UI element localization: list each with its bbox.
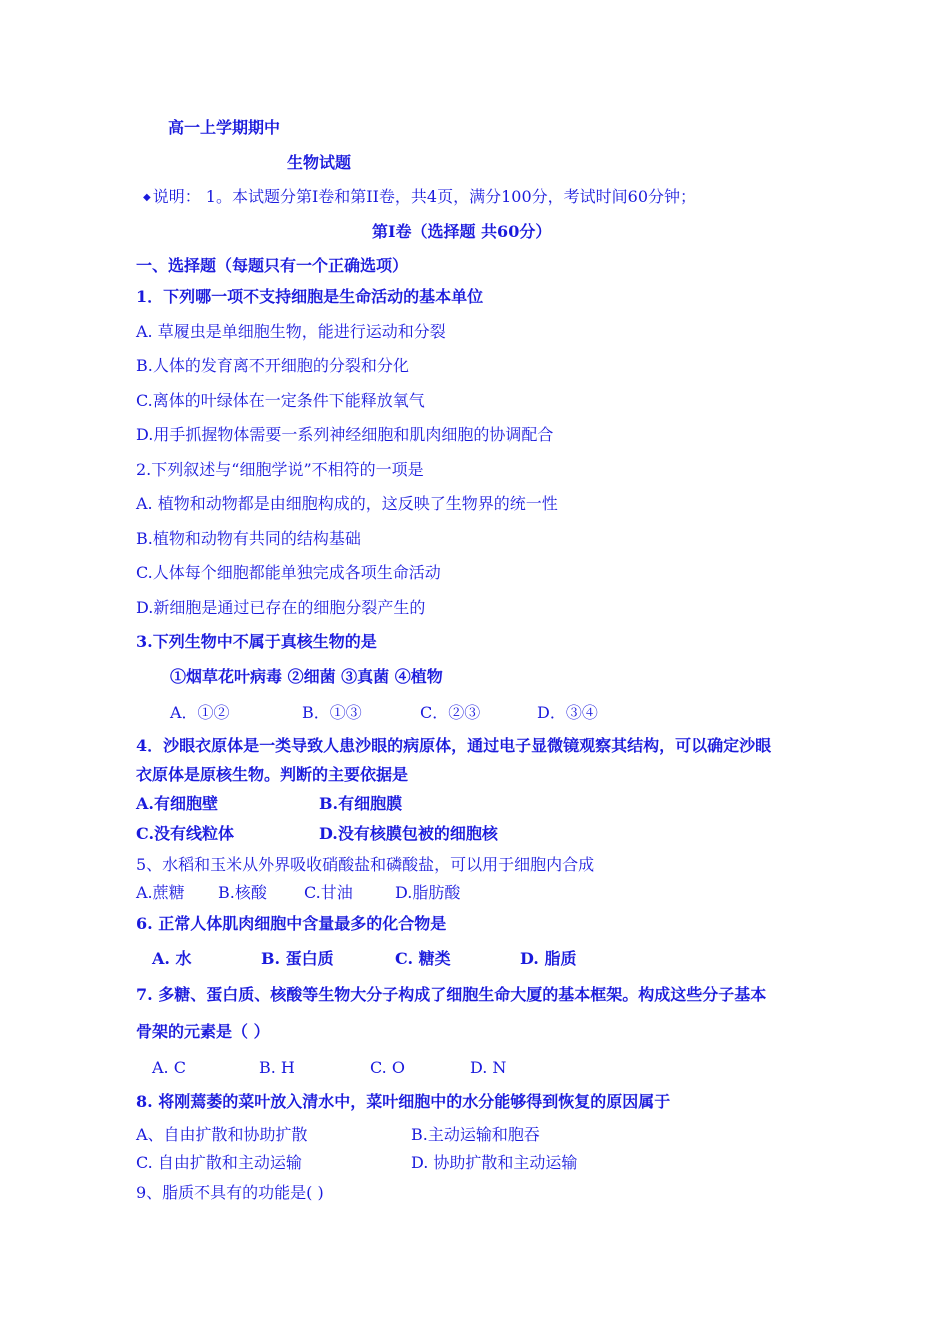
question-3-items: ①烟草花叶病毒 ②细菌 ③真菌 ④植物 [170,667,443,686]
question-1-option-a: A. 草履虫是单细胞生物，能进行运动和分裂 [136,322,446,341]
question-2-option-d: D.新细胞是通过已存在的细胞分裂产生的 [136,598,426,617]
exam-subject: 生物试题 [287,153,352,172]
question-7-option-d: D. N [470,1058,507,1077]
question-1-option-d: D.用手抓握物体需要一系列神经细胞和肌肉细胞的协调配合 [136,425,554,444]
question-4-stem-line2: 衣原体是原核生物。判断的主要依据是 [136,765,409,784]
question-3-option-b: B．①③ [302,703,362,722]
question-5-stem: 5、水稻和玉米从外界吸收硝酸盐和磷酸盐，可以用于细胞内合成 [136,855,595,874]
question-1-option-c: C.离体的叶绿体在一定条件下能释放氧气 [136,391,425,410]
question-7-stem-line2: 骨架的元素是（ ） [136,1022,270,1041]
question-1-stem: 1．下列哪一项不支持细胞是生命活动的基本单位 [136,287,484,306]
question-5-option-d: D.脂肪酸 [395,883,461,902]
question-2-option-b: B.植物和动物有共同的结构基础 [136,529,361,548]
question-7-stem-line1: 7. 多糖、蛋白质、核酸等生物大分子构成了细胞生命大厦的基本框架。构成这些分子基本 [136,985,767,1004]
question-5-option-a: A.蔗糖 [136,883,185,902]
question-4-option-c: C.没有线粒体 [136,824,235,843]
question-7-option-b: B. H [259,1058,295,1077]
question-4-option-d: D.没有核膜包被的细胞核 [319,824,498,843]
section-heading: 一、选择题（每题只有一个正确选项） [136,256,409,275]
question-8-option-d: D. 协助扩散和主动运输 [411,1153,578,1172]
question-5-option-b: B.核酸 [218,883,267,902]
diamond-bullet-icon: ◆ [143,192,151,203]
question-2-option-c: C.人体每个细胞都能单独完成各项生命活动 [136,563,441,582]
part-one-heading: 第Ⅰ卷（选择题 共60分） [372,222,552,241]
question-6-option-d: D. 脂质 [520,949,577,968]
question-4-option-a: A.有细胞壁 [136,794,218,813]
question-6-option-a: A. 水 [152,949,192,968]
instructions-text: 说明： 1。本试题分第Ⅰ卷和第ⅠⅠ卷，共4页，满分100分，考试时间60分钟； [152,187,697,206]
question-8-option-c: C. 自由扩散和主动运输 [136,1153,302,1172]
question-8-option-a: A、自由扩散和协助扩散 [136,1125,308,1144]
question-8-option-b: B.主动运输和胞吞 [411,1125,540,1144]
question-7-option-c: C. O [370,1058,405,1077]
question-2-stem: 2.下列叙述与“细胞学说”不相符的一项是 [136,460,424,479]
question-3-option-a: A．①② [170,703,230,722]
exam-title: 高一上学期期中 [168,118,281,137]
question-7-option-a: A. C [152,1058,186,1077]
question-3-option-d: D．③④ [537,703,598,722]
question-3-option-c: C．②③ [420,703,481,722]
question-6-stem: 6. 正常人体肌肉细胞中含量最多的化合物是 [136,914,447,933]
question-4-stem-line1: 4．沙眼衣原体是一类导致人患沙眼的病原体，通过电子显微镜观察其结构，可以确定沙眼 [136,736,772,755]
question-2-option-a: A. 植物和动物都是由细胞构成的，这反映了生物界的统一性 [136,494,558,513]
question-5-option-c: C.甘油 [304,883,353,902]
question-6-option-c: C. 糖类 [395,949,451,968]
question-1-option-b: B.人体的发育离不开细胞的分裂和分化 [136,356,409,375]
question-6-option-b: B. 蛋白质 [261,949,334,968]
question-8-stem: 8. 将刚蔫萎的菜叶放入清水中，菜叶细胞中的水分能够得到恢复的原因属于 [136,1092,671,1111]
instructions [143,187,696,208]
question-4-option-b: B.有细胞膜 [319,794,403,813]
question-3-stem: 3.下列生物中不属于真核生物的是 [136,632,377,651]
question-9-stem: 9、脂质不具有的功能是( ) [136,1183,324,1202]
